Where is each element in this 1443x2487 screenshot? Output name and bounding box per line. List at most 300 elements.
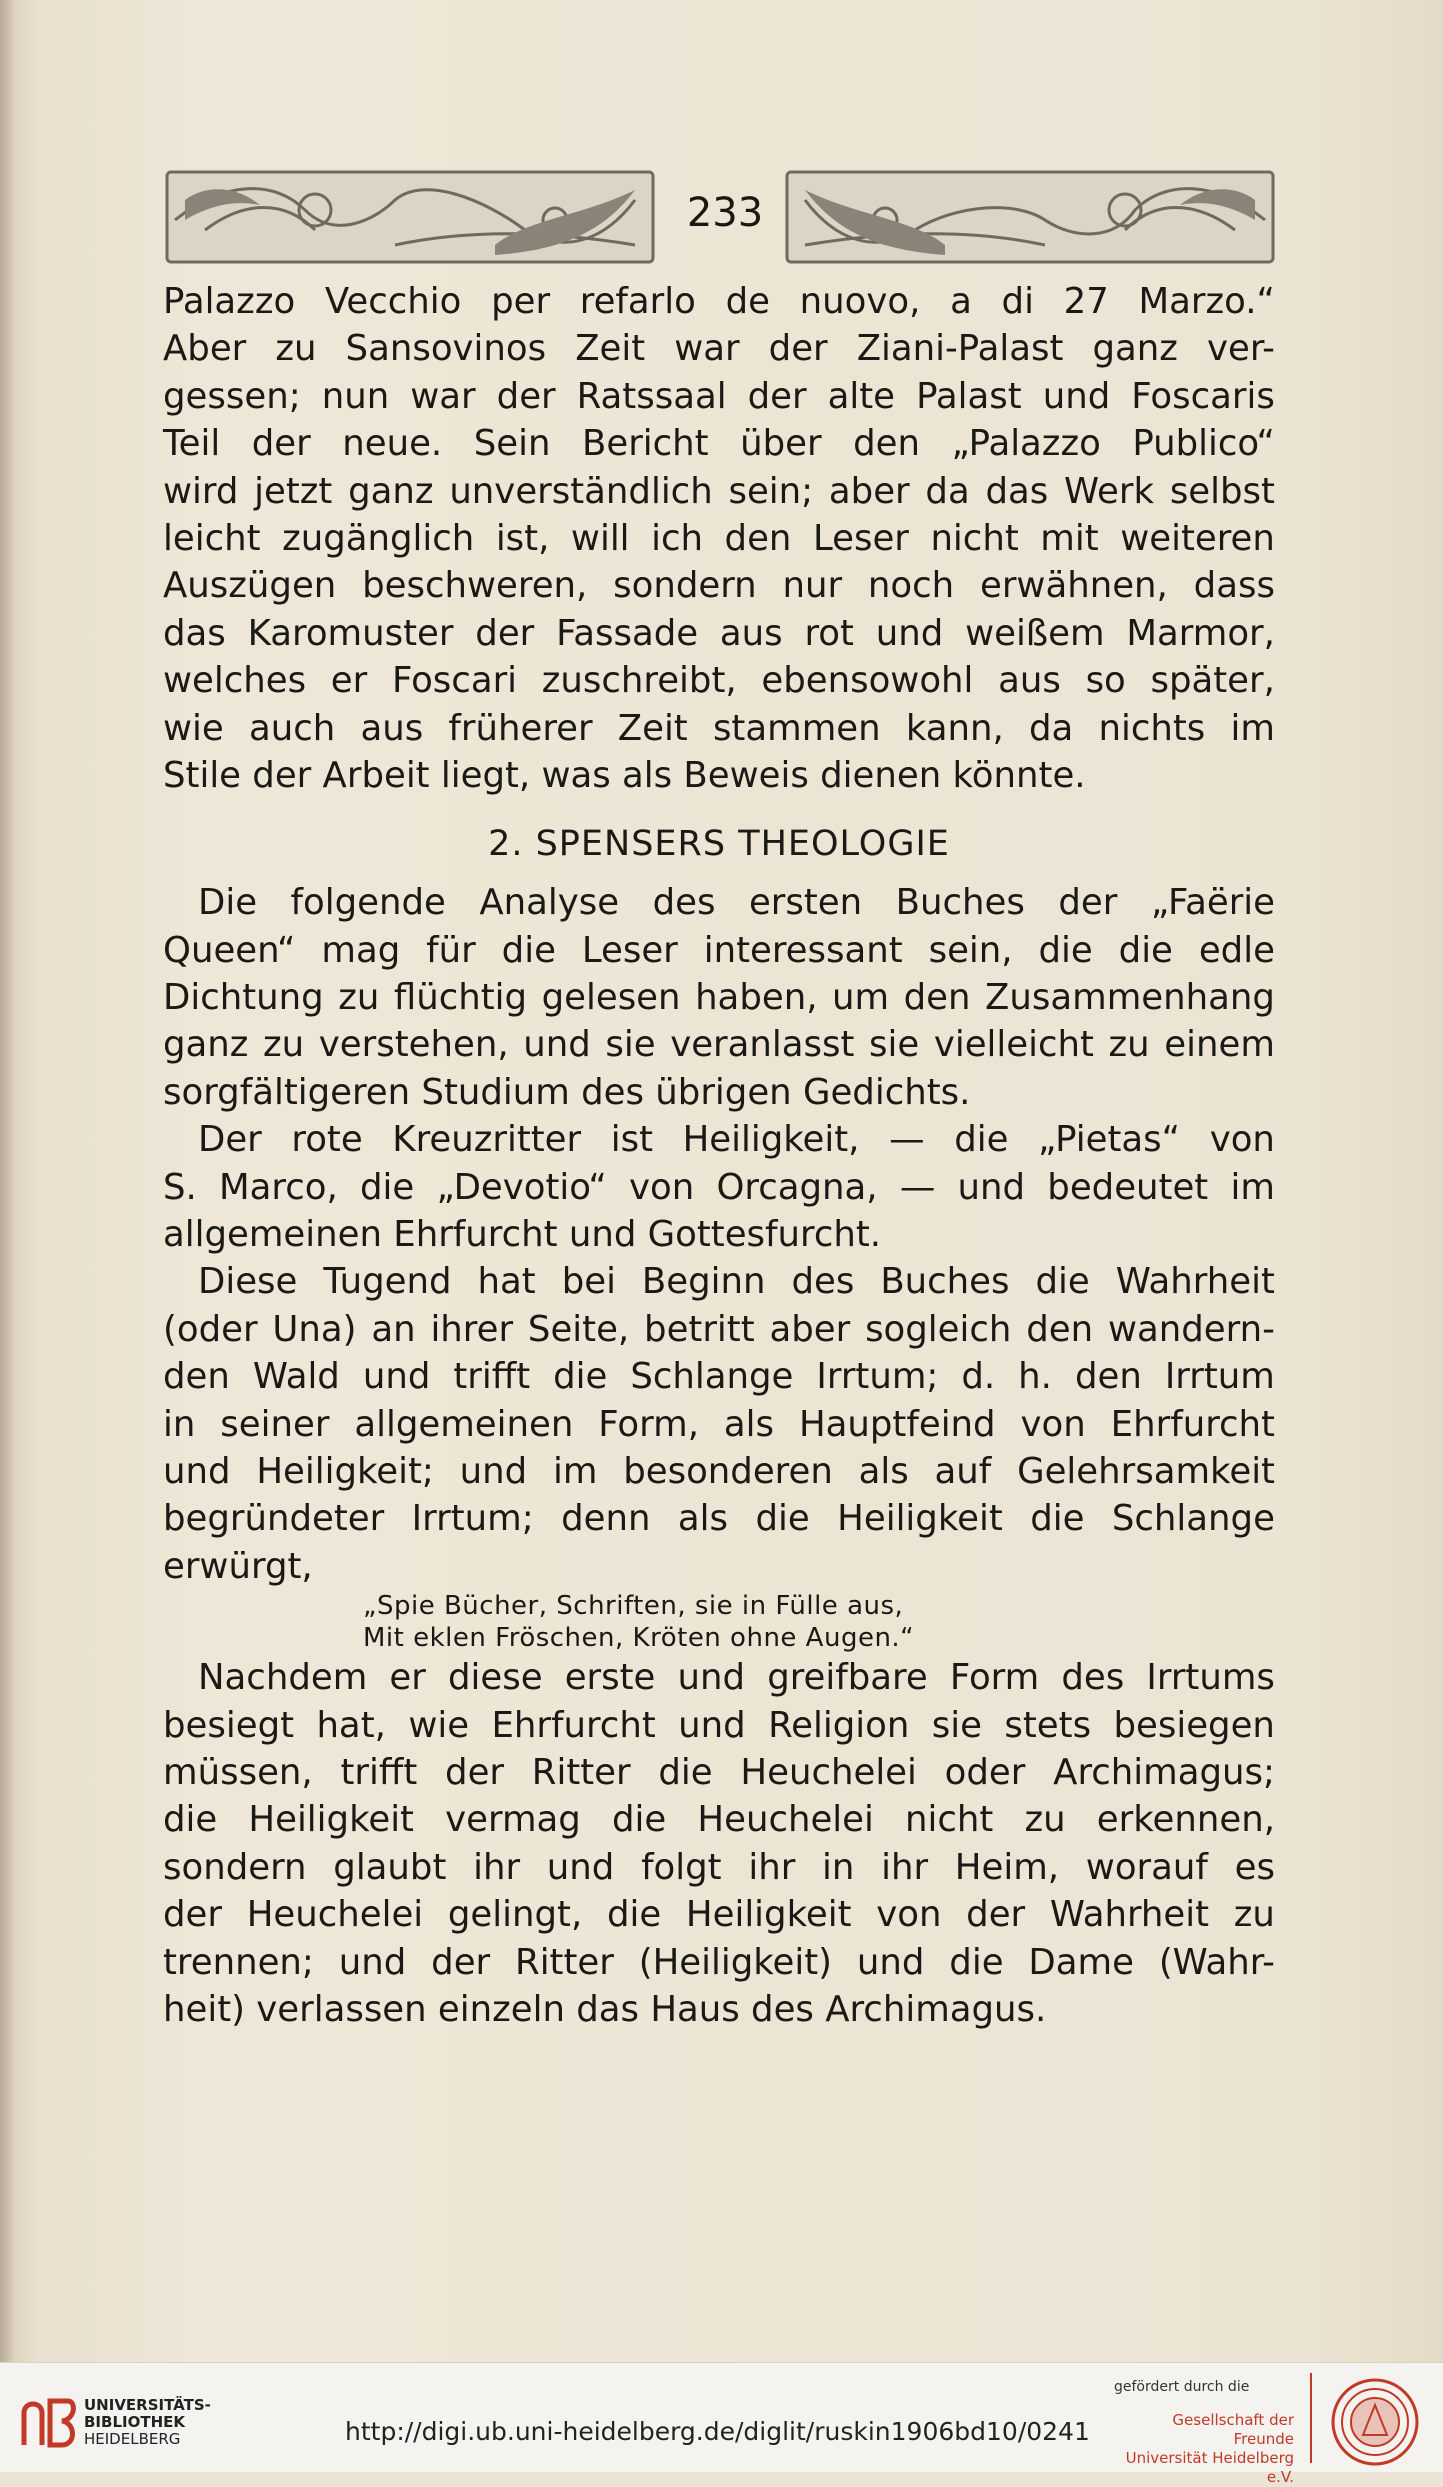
text-line (163, 1654, 1275, 1701)
text-line (163, 1069, 1275, 1116)
word: Heiligkeit (685, 1894, 852, 1936)
word: auf (934, 1450, 992, 1492)
footer-bar (0, 2362, 1443, 2486)
word: Heiligkeit, (682, 1119, 860, 1161)
word: und (677, 1657, 746, 1699)
society-name-line: Gesellschaft der Freunde (1172, 2411, 1294, 2448)
word: erkennen, (1096, 1799, 1275, 1841)
word: Buches (880, 1261, 1010, 1303)
word: ist, (495, 517, 550, 559)
text-line (163, 515, 1275, 562)
word: Tugend (323, 1261, 452, 1303)
word: die (658, 1751, 713, 1793)
word: er (389, 1657, 426, 1699)
word: Kreuzritter (392, 1119, 582, 1161)
word: rot (804, 612, 854, 654)
word: di (1001, 281, 1034, 322)
word: Foscaris (1131, 375, 1275, 417)
word: gelesen (541, 977, 681, 1019)
word: allgemeinen (354, 1403, 574, 1445)
word: begründeter (163, 1498, 385, 1540)
word: ihr (473, 1846, 521, 1888)
word: die (553, 1356, 608, 1398)
word: wie (408, 1704, 470, 1746)
word: sorgfältigeren Studium des übrigen Gedichts. (163, 1071, 971, 1113)
page-header (165, 160, 1275, 270)
text-line (163, 657, 1275, 704)
text-line (163, 927, 1275, 974)
verse-line: Mit eklen Fröschen, Kröten ohne Augen.“ (363, 1623, 915, 1654)
word: Diese (198, 1261, 298, 1303)
word: allgemeinen Ehrfurcht und Gottesfurcht. (163, 1214, 882, 1256)
word: Queen“ (163, 929, 296, 971)
word: Zeit (575, 328, 646, 370)
word: dass (1193, 565, 1275, 607)
word: als (858, 1450, 909, 1492)
word: „Palazzo (951, 423, 1101, 465)
word: den (903, 977, 971, 1019)
word: Form (949, 1657, 1040, 1699)
word: sie (869, 1024, 920, 1066)
word: veranlasst (670, 1024, 855, 1066)
word: vielleicht (933, 1024, 1094, 1066)
word: die (954, 1119, 1009, 1161)
word: Irrtums (1146, 1657, 1275, 1699)
word: müssen, (163, 1751, 313, 1793)
word: besonderen (623, 1450, 833, 1492)
word: die (501, 929, 556, 971)
word: und (546, 1846, 615, 1888)
word: das (163, 612, 226, 654)
word: nuovo, (799, 281, 921, 322)
word: per (491, 281, 551, 322)
word: interessant (703, 929, 903, 971)
text-line (163, 278, 1275, 325)
word: Heiligkeit (837, 1498, 1003, 1540)
word: heit) verlassen einzeln das Haus des Archimagus. (163, 1988, 1047, 2030)
paragraph-group-3 (163, 1654, 1275, 2033)
word: war (674, 328, 740, 370)
word: die (1038, 929, 1093, 971)
word: sein, (928, 929, 1013, 971)
word: Palast (916, 375, 1022, 417)
word: d. (961, 1356, 996, 1398)
word: der (768, 328, 828, 370)
word: Ratssaal (576, 375, 727, 417)
verse-quote (163, 1590, 1275, 1654)
word: de (725, 281, 770, 322)
word: nicht (905, 1799, 994, 1841)
word: sie (931, 1704, 982, 1746)
word: Marco, (219, 1166, 338, 1208)
word: 27 (1063, 281, 1109, 322)
word: sondern (163, 1846, 307, 1888)
word: alte (827, 375, 896, 417)
word: Der (198, 1119, 262, 1161)
text-line (163, 325, 1275, 372)
word: trennen; (163, 1941, 314, 1983)
word: Auszügen (163, 565, 337, 607)
word: erwürgt, (163, 1545, 313, 1587)
word: — (899, 1166, 936, 1208)
word: besiegt (163, 1704, 295, 1746)
word: und (459, 1450, 528, 1492)
word: Heim, (954, 1846, 1060, 1888)
library-name (84, 2397, 211, 2448)
text-line (163, 1939, 1275, 1986)
word: weißem (965, 612, 1105, 654)
word: diese (447, 1657, 543, 1699)
word: Wahrheit (1049, 1894, 1210, 1936)
word: Ziani-Palast (856, 328, 1064, 370)
word: Foscari (391, 660, 518, 702)
word: da (925, 470, 970, 512)
word: Fassade (556, 612, 699, 654)
word: erwähnen, (979, 565, 1168, 607)
word: erste (564, 1657, 656, 1699)
word: und (856, 1941, 925, 1983)
word: von (876, 1894, 942, 1936)
word: von (629, 1166, 695, 1208)
word: des (652, 882, 716, 924)
text-line (163, 562, 1275, 609)
word: hat, (316, 1704, 386, 1746)
word: der (966, 1894, 1026, 1936)
word: und (362, 1356, 431, 1398)
word: Irrtum; (816, 1356, 939, 1398)
text-line (163, 1844, 1275, 1891)
word: sondern (613, 565, 757, 607)
word: seiner (220, 1403, 330, 1445)
word: und (957, 1166, 1026, 1208)
word: ganz (1092, 328, 1178, 370)
body-text (163, 278, 1275, 2033)
word: von (1020, 1403, 1086, 1445)
word: wie (163, 707, 224, 749)
word: nun (321, 375, 390, 417)
word: der (1058, 882, 1118, 924)
word: Buches (895, 882, 1025, 924)
text-line (163, 1448, 1275, 1495)
word: selbst (1169, 470, 1275, 512)
word: war (410, 375, 476, 417)
word: den (1074, 1356, 1142, 1398)
word: die (606, 1894, 662, 1936)
word: Leser (812, 517, 909, 559)
word: rote (291, 1119, 363, 1161)
word: gessen; (163, 375, 301, 417)
word: sein; (728, 470, 814, 512)
word: leicht (163, 517, 261, 559)
word: Palazzo (163, 281, 296, 322)
word: ihr (748, 1846, 796, 1888)
word: Wald (252, 1356, 340, 1398)
word: im (552, 1450, 598, 1492)
text-line (163, 1749, 1275, 1796)
right-ornament-icon (785, 160, 1275, 270)
word: Beginn (641, 1261, 766, 1303)
word: ihrer (430, 1308, 514, 1350)
word: der (431, 1941, 491, 1983)
text-line (163, 1495, 1275, 1542)
word: Religion (768, 1704, 910, 1746)
word: Sein (473, 423, 551, 465)
word: Heuchelei (740, 1751, 917, 1793)
word: Zeit (617, 707, 688, 749)
word: für (426, 929, 476, 971)
word: Schlange (630, 1356, 794, 1398)
word: ganz (348, 470, 434, 512)
word: wird (163, 470, 239, 512)
word: Werk (1064, 470, 1155, 512)
word: Seite, (527, 1308, 630, 1350)
word: Dame (1028, 1941, 1134, 1983)
word: denn (561, 1498, 651, 1540)
word: die (1118, 929, 1173, 971)
word: der (163, 1894, 222, 1936)
word: edle (1198, 929, 1275, 971)
text-line (163, 1986, 1275, 2033)
word: den (853, 423, 920, 465)
word: hat (477, 1261, 536, 1303)
word: Stile der Arbeit liegt, was als Beweis dienen könnte. (163, 754, 1086, 796)
word: „Devotio“ (436, 1166, 607, 1208)
word: Ritter (531, 1751, 631, 1793)
word: Ritter (515, 1941, 614, 1983)
university-seal-icon (1330, 2377, 1420, 2467)
word: (oder (163, 1308, 258, 1350)
word: im (1230, 707, 1275, 749)
word: betritt (644, 1308, 755, 1350)
word: Leser (581, 929, 678, 971)
word: als (677, 1498, 729, 1540)
text-line (163, 1702, 1275, 1749)
word: die (755, 1498, 810, 1540)
word: „Pietas“ (1038, 1119, 1181, 1161)
word: der (747, 375, 807, 417)
word: bedeutet (1047, 1166, 1209, 1208)
word: des (1061, 1657, 1125, 1699)
word: trifft (340, 1751, 418, 1793)
word: Aber (163, 328, 247, 370)
text-line (163, 468, 1275, 515)
word: Gelehrsamkeit (1017, 1450, 1275, 1492)
word: (Wahr- (1158, 1941, 1275, 1983)
word: zuschreibt, (541, 660, 737, 702)
word: in (822, 1846, 855, 1888)
word: Ehrfurcht (1110, 1403, 1275, 1445)
page-edge-shadow (0, 0, 14, 2362)
word: folgende (290, 882, 446, 924)
word: aber (828, 470, 910, 512)
word: so (1085, 660, 1126, 702)
word: Nachdem (198, 1657, 368, 1699)
word: Teil (163, 423, 221, 465)
word: der (475, 612, 535, 654)
word: kann, (905, 707, 1004, 749)
word: nicht (930, 517, 1019, 559)
text-line (163, 1164, 1275, 1211)
word: Una) (272, 1308, 357, 1350)
word: zu (338, 977, 380, 1019)
word: ich (651, 517, 703, 559)
word: im (1230, 1166, 1275, 1208)
word: Marzo.“ (1138, 281, 1275, 322)
word: neue. (342, 423, 443, 465)
library-name-line: BIBLIOTHEK (84, 2413, 185, 2431)
word: gelingt, (447, 1894, 583, 1936)
word: verstehen, (318, 1024, 509, 1066)
text-line (163, 1021, 1275, 1068)
word: ganz (163, 1024, 249, 1066)
word: die (163, 1799, 218, 1841)
word: haben, (695, 977, 818, 1019)
word: unverständlich (449, 470, 713, 512)
text-line (163, 974, 1275, 1021)
word: flüchtig (393, 977, 528, 1019)
word: später, (1150, 660, 1275, 702)
funded-by-label: gefördert durch die (1114, 2379, 1250, 2395)
word: glaubt (333, 1846, 447, 1888)
text-line (163, 420, 1275, 467)
word: Vecchio (324, 281, 462, 322)
university-library-logo-icon (18, 2393, 76, 2453)
word: des (791, 1261, 855, 1303)
word: Die (198, 882, 258, 924)
word: Wahrheit (1115, 1261, 1275, 1303)
word: Archimagus; (1053, 1751, 1275, 1793)
word: oder (944, 1751, 1026, 1793)
word: beschweren, (362, 565, 588, 607)
word: zu (275, 328, 317, 370)
word: vermag (445, 1799, 581, 1841)
word: Karomuster (247, 612, 454, 654)
text-line (163, 1211, 1275, 1258)
word: von (1209, 1119, 1275, 1161)
word: welches (163, 660, 307, 702)
word: ersten (748, 882, 863, 924)
word: um (832, 977, 890, 1019)
word: S. (163, 1166, 197, 1208)
word: mit (1040, 517, 1099, 559)
word: Irrtum; (411, 1498, 534, 1540)
word: besiegen (1113, 1704, 1275, 1746)
word: sogleich (865, 1308, 1012, 1350)
word: aber (769, 1308, 851, 1350)
word: bei (561, 1261, 616, 1303)
word: ist (610, 1119, 653, 1161)
text-line (163, 1543, 1275, 1590)
word: die (1035, 1261, 1090, 1303)
word: die (1030, 1498, 1085, 1540)
word: ebensowohl (761, 660, 974, 702)
library-name-line: HEIDELBERG (84, 2430, 181, 2448)
word: früherer (448, 707, 593, 749)
word: und (875, 612, 944, 654)
word: stammen (712, 707, 881, 749)
word: den (724, 517, 792, 559)
word: h. (1018, 1356, 1052, 1398)
word: mag (321, 929, 401, 971)
word: den (163, 1356, 230, 1398)
word: Publico“ (1132, 423, 1275, 465)
left-ornament-icon (165, 160, 655, 270)
word: und (523, 1024, 591, 1066)
word: worauf (1085, 1846, 1208, 1888)
word: es (1234, 1846, 1275, 1888)
page-number: 233 (686, 190, 764, 236)
word: Ehrfurcht (491, 1704, 656, 1746)
word: Sansovinos (345, 328, 547, 370)
library-name-line: UNIVERSITÄTS- (84, 2396, 211, 2414)
word: Heiligkeit (248, 1799, 414, 1841)
word: einem (1164, 1024, 1275, 1066)
word: folgt (641, 1846, 722, 1888)
word: über (740, 423, 822, 465)
word: Irrtum (1164, 1356, 1275, 1398)
text-line (163, 879, 1275, 926)
text-line (163, 1258, 1275, 1305)
text-line (163, 752, 1275, 799)
word: sie (605, 1024, 656, 1066)
digital-library-link[interactable]: http://digi.ub.uni-heidelberg.de/diglit/ruskin1906bd10/0241 (345, 2417, 1090, 2446)
word: und (163, 1450, 231, 1492)
word: Hauptfeind (798, 1403, 996, 1445)
word: zu (1233, 1894, 1275, 1936)
word: zu (263, 1024, 305, 1066)
word: aus (998, 660, 1061, 702)
word: der (251, 423, 311, 465)
paragraph-group-2 (163, 879, 1275, 1590)
text-line (163, 1306, 1275, 1353)
word: den (1026, 1308, 1094, 1350)
word: Heiligkeit; (256, 1450, 434, 1492)
text-line (163, 1401, 1275, 1448)
word: greifbare (767, 1657, 928, 1699)
word: und (1042, 375, 1111, 417)
word: er (330, 660, 368, 702)
word: nichts (1098, 707, 1206, 749)
text-line (163, 373, 1275, 420)
word: aus (719, 612, 783, 654)
word: da (1029, 707, 1074, 749)
word: weiteren (1120, 517, 1275, 559)
word: trifft (453, 1356, 531, 1398)
word: zu (1024, 1799, 1066, 1841)
section-heading: 2. SPENSERS THEOLOGIE (488, 824, 950, 865)
word: die (360, 1166, 415, 1208)
word: zugänglich (282, 517, 475, 559)
word: — (889, 1119, 925, 1161)
word: (Heiligkeit) (638, 1941, 832, 1983)
word: und (678, 1704, 746, 1746)
word: der (445, 1751, 505, 1793)
word: das (985, 470, 1049, 512)
footer-divider (1310, 2373, 1312, 2463)
word: der (496, 375, 556, 417)
text-line (163, 705, 1275, 752)
word: noch (867, 565, 955, 607)
word: will (570, 517, 630, 559)
word: Bericht (582, 423, 709, 465)
word: wandern- (1107, 1308, 1275, 1350)
word: in (163, 1403, 196, 1445)
word: Heuchelei (697, 1799, 874, 1841)
word: Heuchelei (246, 1894, 424, 1936)
society-name-line: Universität Heidelberg e.V. (1125, 2449, 1294, 2486)
word: auch (248, 707, 336, 749)
word: ver- (1206, 328, 1275, 370)
